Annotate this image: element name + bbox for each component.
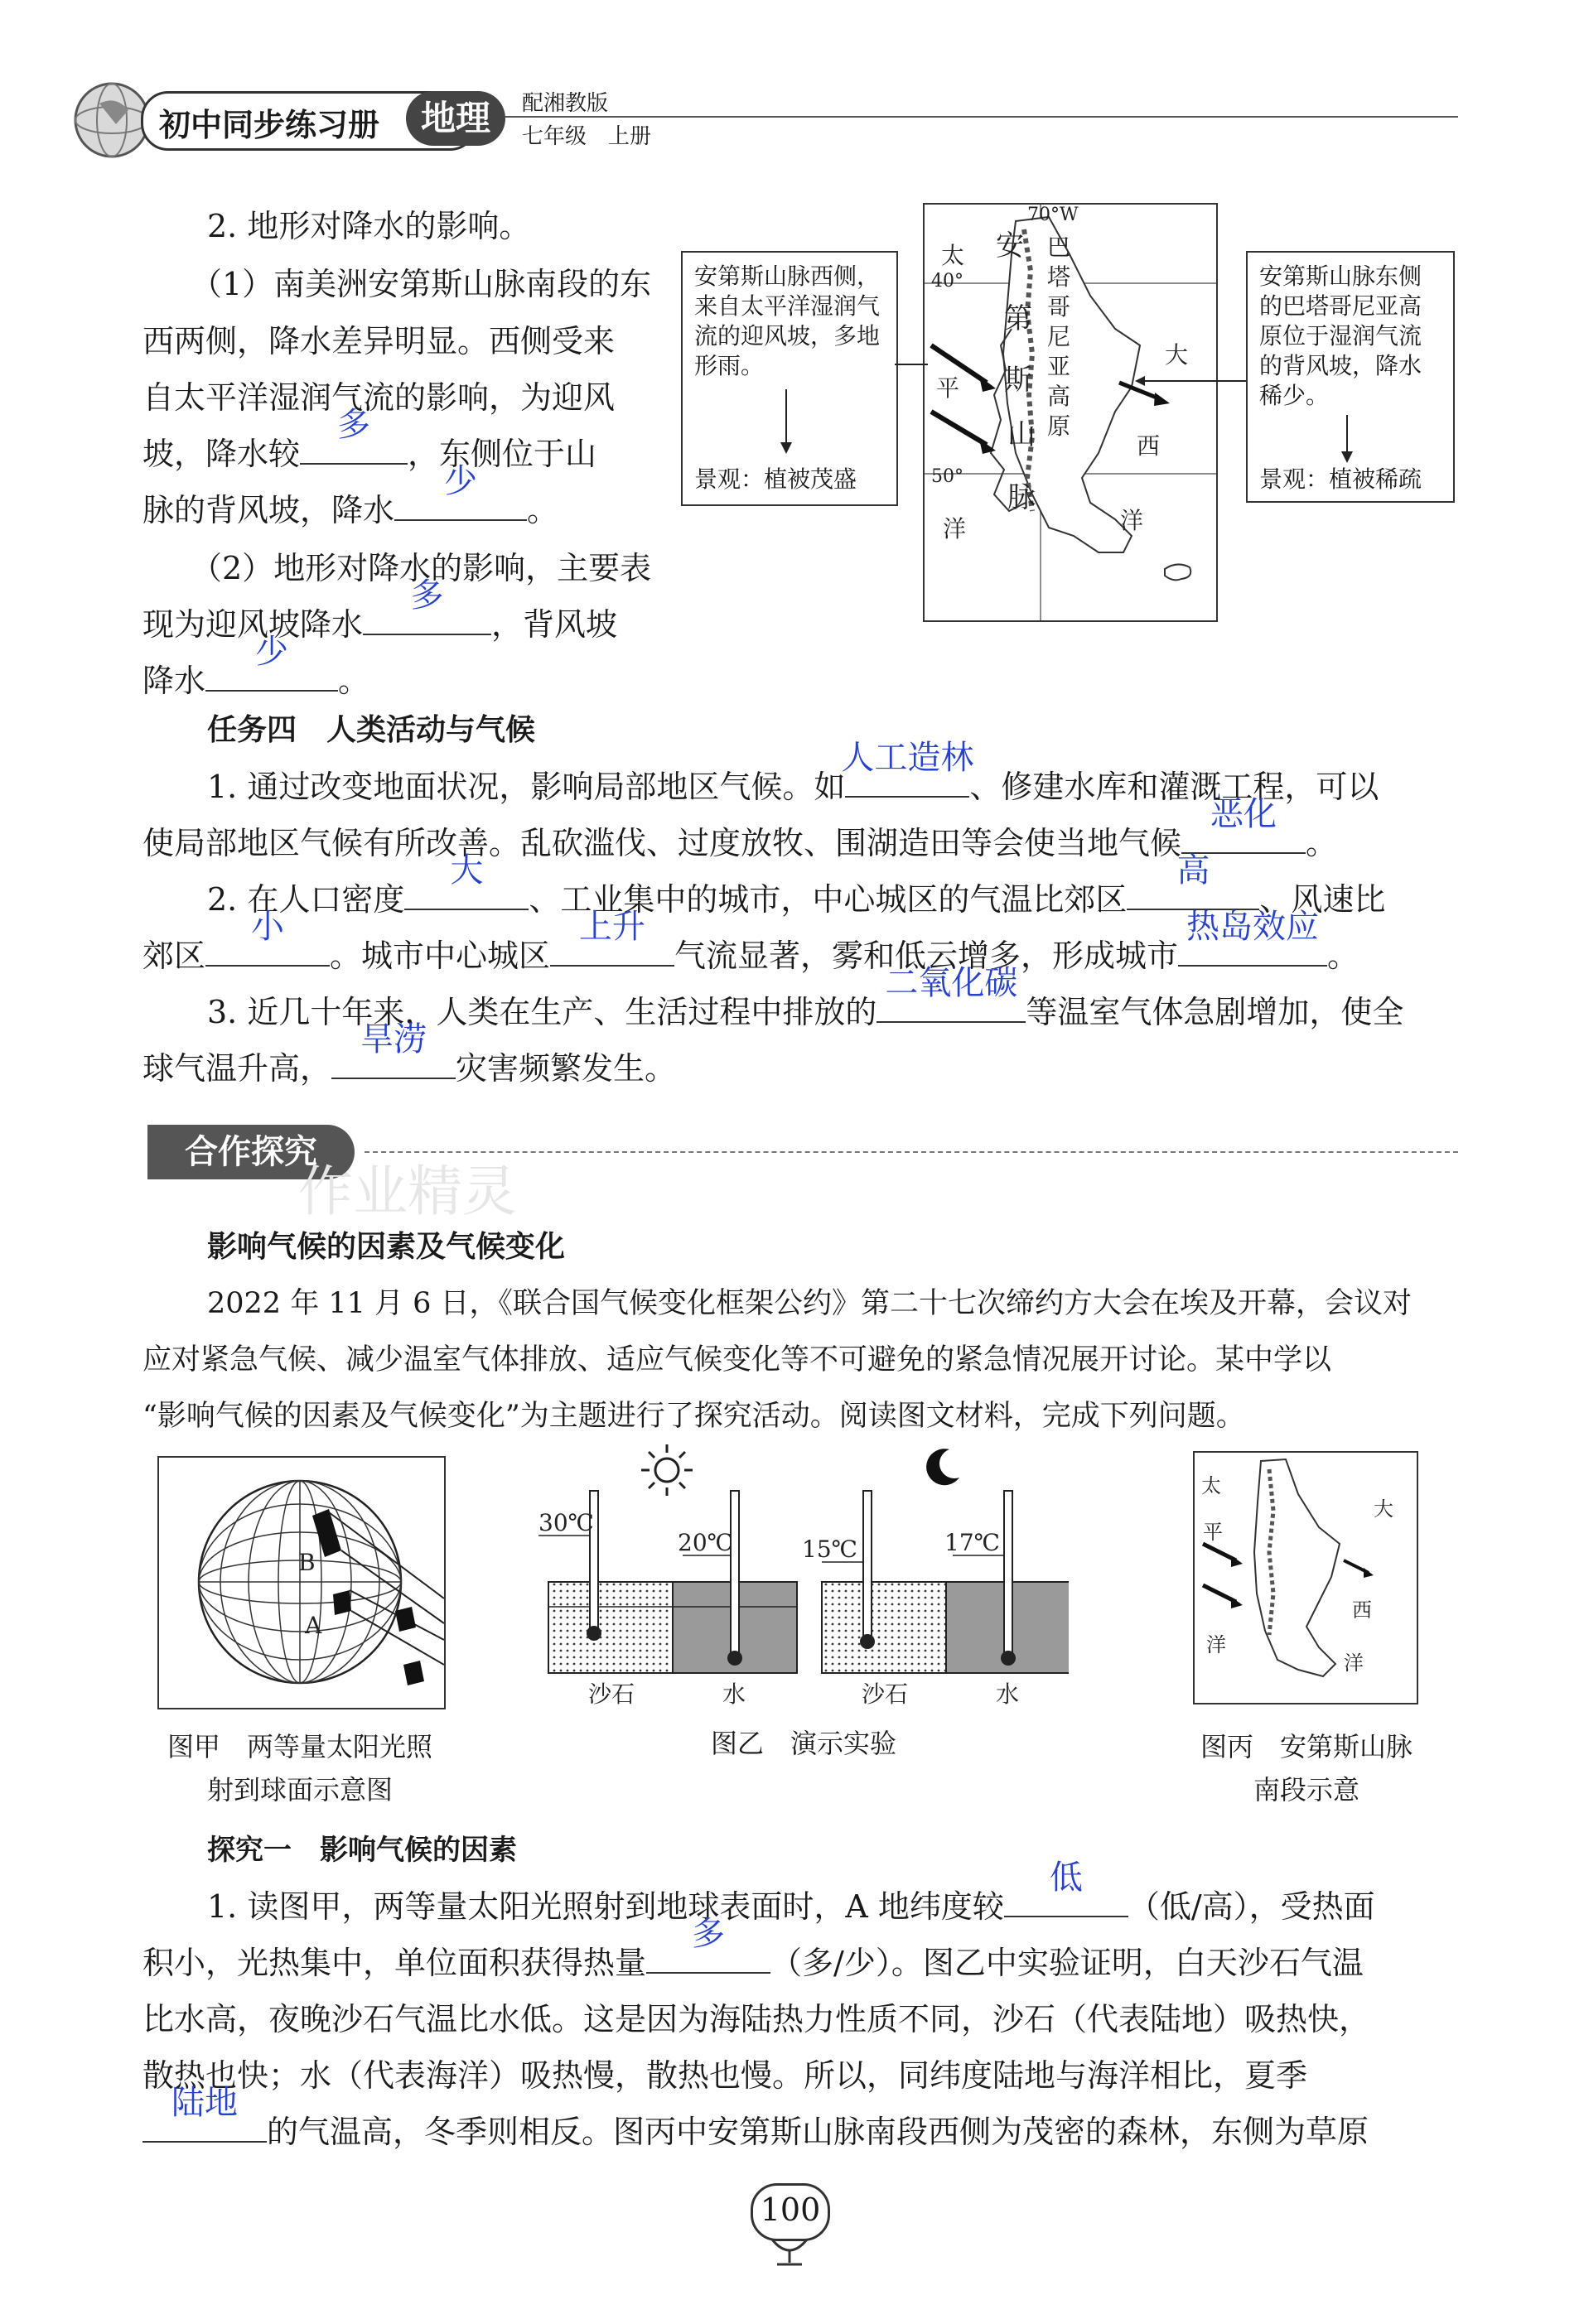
- ocean-label: 洋: [1206, 1633, 1226, 1656]
- text: 的气温高，冬季则相反。图丙中安第斯山脉南段西侧为茂密的森林，东侧为草原: [267, 2114, 1369, 2150]
- ocean-label: 西: [1137, 432, 1161, 460]
- answer-text: 恶化: [1210, 795, 1277, 833]
- s2-p1-l4-text-a: 坡，降水较: [142, 436, 301, 472]
- andes-mini-map: [1195, 1453, 1417, 1703]
- patagonia-char: 尼: [1047, 323, 1071, 350]
- answer-text: 大: [450, 851, 484, 890]
- patagonia-char: 哥: [1047, 293, 1071, 321]
- s2-p1-l2: 西两侧，降水差异明显。西侧受来: [142, 323, 616, 359]
- ocean-label: 洋: [1344, 1651, 1364, 1675]
- text: 1. 读图甲，两等量太阳光照射到地球表面时，A 地纬度较: [207, 1888, 1004, 1925]
- header-rule: [505, 116, 1458, 118]
- page-number: 100: [760, 2191, 821, 2228]
- s2-p1-l5-text-b: 。: [527, 492, 559, 528]
- temp-label: 17℃: [944, 1529, 1000, 1556]
- callout-line: 流的迎风坡，多地: [694, 322, 881, 350]
- answer-blank[interactable]: [142, 2084, 267, 2143]
- callout-line: 来自太平洋湿润气: [694, 292, 881, 320]
- map1-left-callout: [681, 251, 898, 506]
- explore1-l3: 比水高，夜晚沙石气温比水低。这是因为海陆热力性质不同，沙石（代表陆地）吸热快，: [142, 2001, 1371, 2037]
- answer-text: 旱涝: [360, 1020, 427, 1058]
- ocean-label: 洋: [943, 515, 967, 542]
- header-subject: 地理: [406, 91, 505, 146]
- callout-view: 景观：植被茂盛: [694, 465, 857, 493]
- sand-label: 沙石: [588, 1680, 635, 1708]
- fig-jia: [157, 1456, 446, 1709]
- text: 灾害频繁发生。: [456, 1050, 677, 1087]
- explore1-l4: 散热也快；水（代表海洋）吸热慢，散热也慢。所以，同纬度陆地与海洋相比，夏季: [142, 2057, 1308, 2094]
- text: 。: [1327, 938, 1359, 974]
- answer-blank[interactable]: [300, 406, 408, 465]
- watermark: 作业精灵: [298, 1160, 517, 1223]
- fig-yi-caption: 图乙 演示实验: [710, 1728, 896, 1759]
- temp-label: 30℃: [538, 1509, 594, 1536]
- text: （多/少）。图乙中实验证明，白天沙石气温: [770, 1945, 1364, 1981]
- map-lon-label: 70°W: [1027, 205, 1079, 225]
- ocean-label: 西: [1352, 1598, 1372, 1622]
- map-lat50-label: 50°: [931, 466, 963, 487]
- temp-label: 20℃: [678, 1529, 733, 1556]
- task4-q3-l2: [142, 1020, 677, 1098]
- coop-l3: “影响气候的因素及气候变化”为主题进行了探究活动。阅读图文材料，完成下列问题。: [142, 1400, 1245, 1433]
- s2-p1-l1: （1）南美洲安第斯山脉南段的东: [191, 266, 652, 302]
- coop-rule: [365, 1151, 1458, 1153]
- s2-p2-l2-text-a: 现为迎风坡降水: [142, 606, 364, 643]
- answer-text: 多: [410, 576, 444, 615]
- andes-char: 斯: [1004, 364, 1032, 397]
- connector-lines: [895, 356, 1475, 406]
- task4-q1-l1: [207, 739, 1379, 817]
- water-label: 水: [722, 1680, 746, 1708]
- ocean-label: 大: [1374, 1497, 1393, 1521]
- fig-bing-caption-2: 南段示意: [1253, 1774, 1359, 1806]
- answer-blank[interactable]: [1178, 908, 1327, 967]
- answer-blank[interactable]: [877, 964, 1026, 1023]
- s2-p1-l5: [142, 462, 559, 540]
- experiment-diagram: [538, 1483, 1069, 1698]
- s2-p2-l3-text-b: 。: [338, 663, 370, 699]
- answer-text: 低: [1049, 1859, 1083, 1897]
- callout-view: 景观：植被稀疏: [1259, 465, 1422, 493]
- ocean-label: 太: [941, 242, 965, 269]
- s2-p2-l3-text-a: 降水: [142, 663, 206, 699]
- header-edition: 配湘教版: [522, 91, 609, 116]
- andes-char: 安: [996, 229, 1024, 263]
- s2-p1-l4: [142, 406, 597, 484]
- answer-blank[interactable]: [550, 908, 674, 967]
- text: 、工业集中的城市，中心城区的气温比郊区: [529, 881, 1128, 918]
- ocean-label: 平: [936, 374, 960, 402]
- answer-text: 上升: [579, 908, 646, 946]
- coop-l2: 应对紧急气候、减少温室气体排放、适应气候变化等不可避免的紧急情况展开讨论。某中学以: [142, 1343, 1332, 1377]
- down-arrow-icon: [1339, 415, 1355, 465]
- map-lat40-label: 40°: [931, 271, 963, 292]
- callout-line: 的巴塔哥尼亚高: [1259, 292, 1422, 320]
- text: （低/高），受热面: [1128, 1888, 1375, 1925]
- globe-stand-icon: [767, 2236, 812, 2269]
- fig-jia-caption-1: 图甲 两等量太阳光照: [167, 1731, 432, 1762]
- coop-l1: 2022 年 11 月 6 日，《联合国气候变化框架公约》第二十七次缔约方大会在埃及开幕，会议对: [207, 1287, 1413, 1320]
- patagonia-char: 塔: [1047, 263, 1071, 291]
- answer-text: 高: [1176, 851, 1210, 890]
- explore1-l2: [142, 1915, 1364, 1993]
- s2-p1-l3: 自太平洋湿润气流的影响，为迎风: [142, 379, 616, 416]
- s2-p2-l1: （2）地形对降水的影响，主要表: [191, 550, 652, 586]
- answer-blank[interactable]: [331, 1020, 456, 1079]
- answer-blank[interactable]: [394, 462, 527, 521]
- explore1-l5: [142, 2084, 1369, 2162]
- answer-text: 少: [255, 633, 289, 671]
- text: 气流显著，雾和低云增多，形成城市: [674, 938, 1179, 974]
- callout-line: 形雨。: [694, 352, 765, 379]
- callout-line: 安第斯山脉东侧: [1259, 263, 1422, 290]
- sand-label: 沙石: [862, 1680, 909, 1708]
- text: 、修建水库和灌溉工程，可以: [969, 769, 1379, 805]
- coop-banner: 合作探究: [147, 1125, 355, 1179]
- answer-text: 多: [337, 406, 371, 444]
- header: [66, 75, 1458, 166]
- answer-blank[interactable]: [205, 908, 330, 967]
- answer-text: 二氧化碳: [885, 964, 1018, 1002]
- answer-text: 多: [692, 1915, 726, 1953]
- patagonia-char: 巴: [1047, 234, 1071, 261]
- fig-jia-caption-2: 射到球面示意图: [206, 1774, 393, 1806]
- coop-title: 影响气候的因素及气候变化: [207, 1230, 566, 1264]
- point-a-label: A: [305, 1612, 322, 1639]
- callout-line: 的背风坡，降水: [1259, 352, 1422, 379]
- s2-p1-l5-text-a: 脉的背风坡，降水: [142, 492, 395, 528]
- ocean-label: 洋: [1120, 507, 1144, 534]
- s2-p2-l2-text-b: ，背风坡: [491, 606, 618, 643]
- patagonia-char: 高: [1047, 383, 1071, 410]
- fig-bing: [1193, 1451, 1418, 1704]
- temp-label: 15℃: [802, 1536, 857, 1563]
- down-arrow-icon: [778, 389, 794, 456]
- task4-title: 任务四 人类活动与气候: [207, 713, 536, 747]
- task4-q2-l2: [142, 908, 1359, 986]
- text: 球气温升高，: [142, 1050, 332, 1087]
- text: 。: [1306, 825, 1338, 861]
- andes-char: 第: [1004, 302, 1032, 335]
- answer-blank[interactable]: [841, 739, 974, 798]
- andes-char: 脉: [1007, 481, 1036, 514]
- fig-bing-caption-1: 图丙 安第斯山脉: [1200, 1731, 1413, 1762]
- andes-char: 山: [1007, 418, 1036, 451]
- answer-text: 小: [251, 908, 285, 946]
- text: 1. 通过改变地面状况，影响局部地区气候。如: [207, 769, 846, 805]
- text: 。城市中心城区: [330, 938, 551, 974]
- s2-p2-l2: [142, 576, 618, 654]
- callout-line: 安第斯山脉西侧，: [694, 263, 881, 290]
- text: 使局部地区气候有所改善。乱砍滥伐、过度放牧、围湖造田等会使当地气候: [142, 825, 1182, 861]
- header-series: 初中同步练习册: [159, 107, 380, 143]
- explore1-l1: [207, 1859, 1375, 1936]
- text: 3. 近几十年来，人类在生产、生活过程中排放的: [207, 994, 877, 1030]
- answer-blank[interactable]: [404, 851, 529, 910]
- text: 等温室气体急剧增加，使全: [1026, 994, 1404, 1030]
- answer-blank[interactable]: [205, 633, 338, 692]
- globe-sunlight-diagram: [159, 1458, 444, 1708]
- answer-blank[interactable]: [363, 576, 491, 635]
- ocean-label: 太: [1201, 1474, 1221, 1497]
- answer-text: 陆地: [171, 2084, 238, 2122]
- answer-text: 少: [444, 462, 478, 500]
- map1-frame: [923, 203, 1218, 622]
- point-b-label: B: [298, 1549, 316, 1576]
- patagonia-char: 原: [1047, 412, 1071, 440]
- patagonia-char: 亚: [1047, 353, 1071, 380]
- callout-line: 稀少。: [1259, 382, 1330, 409]
- text: 2. 在人口密度: [207, 881, 405, 918]
- ocean-label: 大: [1165, 341, 1189, 369]
- explore1-title: 探究一 影响气候的因素: [207, 1834, 517, 1867]
- header-grade: 七年级 上册: [522, 124, 652, 149]
- task4-q1-l2: [142, 795, 1338, 873]
- text: 、风速比: [1259, 881, 1386, 918]
- answer-blank[interactable]: [1004, 1859, 1128, 1917]
- ocean-label: 平: [1203, 1521, 1223, 1544]
- answer-text: 人工造林: [841, 739, 974, 777]
- callout-line: 原位于湿润气流: [1259, 322, 1422, 350]
- s2-p1-l4-text-b: ，东侧位于山: [408, 436, 597, 472]
- answer-blank[interactable]: [646, 1915, 770, 1974]
- s2-title: 2. 地形对降水的影响。: [207, 208, 531, 244]
- answer-text: 热岛效应: [1186, 908, 1320, 946]
- water-label: 水: [996, 1680, 1020, 1708]
- text: 积小，光热集中，单位面积获得热量: [142, 1945, 647, 1981]
- text: 郊区: [142, 938, 206, 974]
